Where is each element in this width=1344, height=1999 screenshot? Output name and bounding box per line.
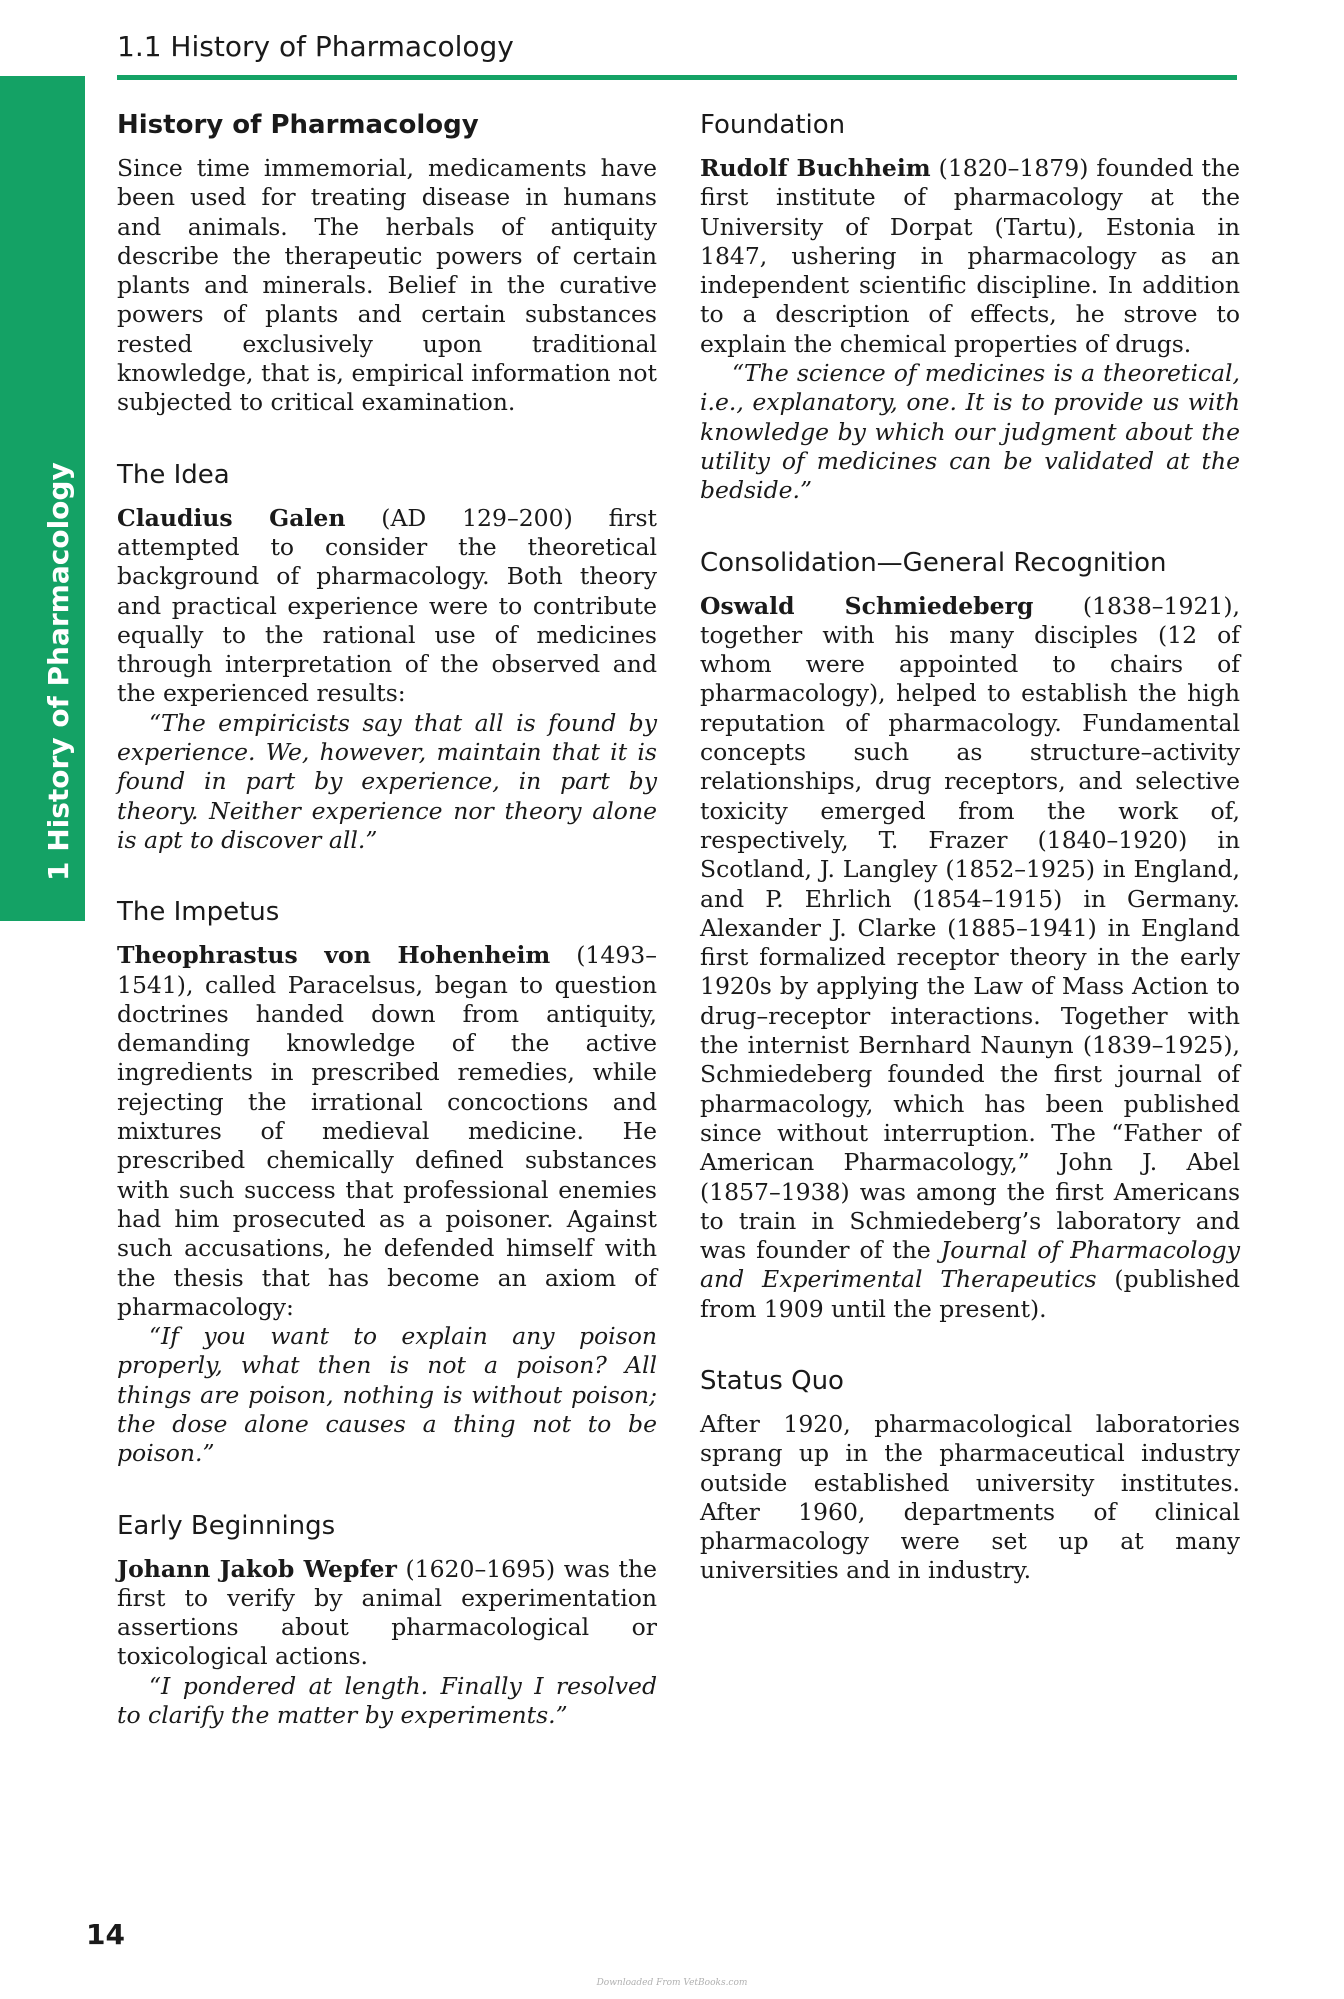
page-number: 14: [86, 1918, 125, 1951]
quote: “The science of medicines is a theoretical, i.e., explanatory, one. It is to provide us with knowledge by which our judgment about the utility of medicines can be validated at the bedside.”: [700, 359, 1240, 505]
person-name: Rudolf Buchheim: [700, 154, 931, 182]
person-name: Claudius Galen: [117, 503, 346, 532]
paragraph-text: (published from 1909 until the present).: [700, 1265, 1240, 1323]
section-impetus: [117, 895, 657, 1468]
paragraph: [700, 592, 1240, 1324]
section-idea: [117, 458, 657, 856]
person-name: Oswald Schmiedeberg: [700, 591, 1034, 620]
section-heading: Foundation: [700, 110, 846, 140]
person-name: Johann Jakob Wepfer: [117, 1554, 397, 1583]
quote: “I pondered at length. Finally I resolved to clarify the matter by experiments.”: [117, 1671, 657, 1730]
paragraph: [117, 1555, 657, 1672]
section-foundation: [700, 108, 1240, 506]
quote: “The empiricists say that all is found by experience. We, however, maintain that it is found in part by experience, in part by theory. Neither experience nor theory alone is apt to discover all.”: [117, 708, 657, 854]
section-history: [117, 108, 657, 418]
paragraph: [117, 941, 657, 1322]
paragraph: After 1920, pharmacological laboratories sprang up in the pharmaceutical industry outside established university institutes. After 1960, departments of clinical pharmacology were set up at many universities and in industry.: [700, 1409, 1240, 1585]
paragraph-text: (AD 129–200) first attempted to consider the theoretical background of pharmacology. Both theory and practical experience were to contribute equally to the rational use of medicines through interpretation of the observed and the experienced results:: [117, 503, 657, 708]
left-column: [117, 108, 657, 1770]
paragraph: Since time immemorial, medicaments have been used for treating disease in humans and animals. The herbals of antiquity describe the therapeutic powers of certain plants and minerals. Belief in the curative powers of plants and certain substances rested exclusively upon traditional knowledge, that is, empirical information not subjected to critical examination.: [117, 154, 657, 417]
section-status-quo: [700, 1364, 1240, 1586]
section-heading: History of Pharmacology: [117, 110, 479, 140]
person-name: Theophrastus von Hohenheim: [117, 941, 551, 970]
section-heading: Early Beginnings: [117, 1510, 336, 1541]
chapter-side-tab-label: 1 History of Pharmacology: [42, 462, 75, 881]
section-heading: Consolidation—General Recognition: [700, 547, 1167, 578]
section-early-beginnings: [117, 1509, 657, 1731]
section-consolidation: [700, 546, 1240, 1324]
running-head: 1.1 History of Pharmacology: [117, 30, 514, 63]
right-column: [700, 108, 1240, 1626]
paragraph: [700, 154, 1240, 359]
journal-title: Journal of Pharmacology and Experimental Therapeutics: [700, 1236, 1240, 1294]
paragraph: [117, 504, 657, 709]
paragraph-text: (1493–1541), called Paracelsus, began to question doctrines handed down from antiquity, demanding knowledge of the active ingredients in prescribed remedies, while rejecting the irrational concoctions and mixtures of medieval medicine. He prescribed chemically defined substances with such success that professional enemies had him prosecuted as a poisoner. Against such accusations, he defended himself with the thesis that has become an axiom of pharmacology:: [117, 941, 657, 1321]
paragraph-text: (1820–1879) founded the first institute of pharmacology at the University of Dorpat (Tartu), Estonia in 1847, ushering in pharmacology as an independent scientific discipline. In addition to a description of effects, he strove to explain the chemical properties of drugs.: [700, 154, 1240, 358]
section-heading: The Impetus: [117, 897, 280, 928]
section-heading: Status Quo: [700, 1365, 844, 1396]
paragraph-text: (1620–1695) was the first to verify by animal experimentation assertions about pharmacological or toxicological actions.: [117, 1554, 657, 1671]
header-rule: [117, 75, 1237, 80]
section-heading: The Idea: [117, 459, 230, 490]
quote: “If you want to explain any poison properly, what then is not a poison? All things are poison, nothing is without poison; the dose alone causes a thing not to be poison.”: [117, 1322, 657, 1468]
footer-note: Downloaded From VetBooks.com: [596, 1978, 748, 1988]
paragraph-text: (1838–1921), together with his many disciples (12 of whom were appointed to chairs of pharmacology), helped to establish the high reputation of pharmacology. Fundamental concepts such as structure–activity relationships, drug receptors, and selective toxicity emerged from the work of, respectively, T. Frazer (1840–1920) in Scotland, J. Langley (1852–1925) in England, and P. Ehrlich (1854–1915) in Germany. Alexander J. Clarke (1885–1941) in England first formalized receptor theory in the early 1920s by applying the Law of Mass Action to drug–receptor interactions. Together with the internist Bernhard Naunyn (1839–1925), Schmiedeberg founded the first journal of pharmacology, which has been published since without interruption. The “Father of American Pharmacology,” John J. Abel (1857–1938) was among the first Americans to train in Schmiedeberg’s laboratory and was founder of the: [700, 591, 1240, 1265]
